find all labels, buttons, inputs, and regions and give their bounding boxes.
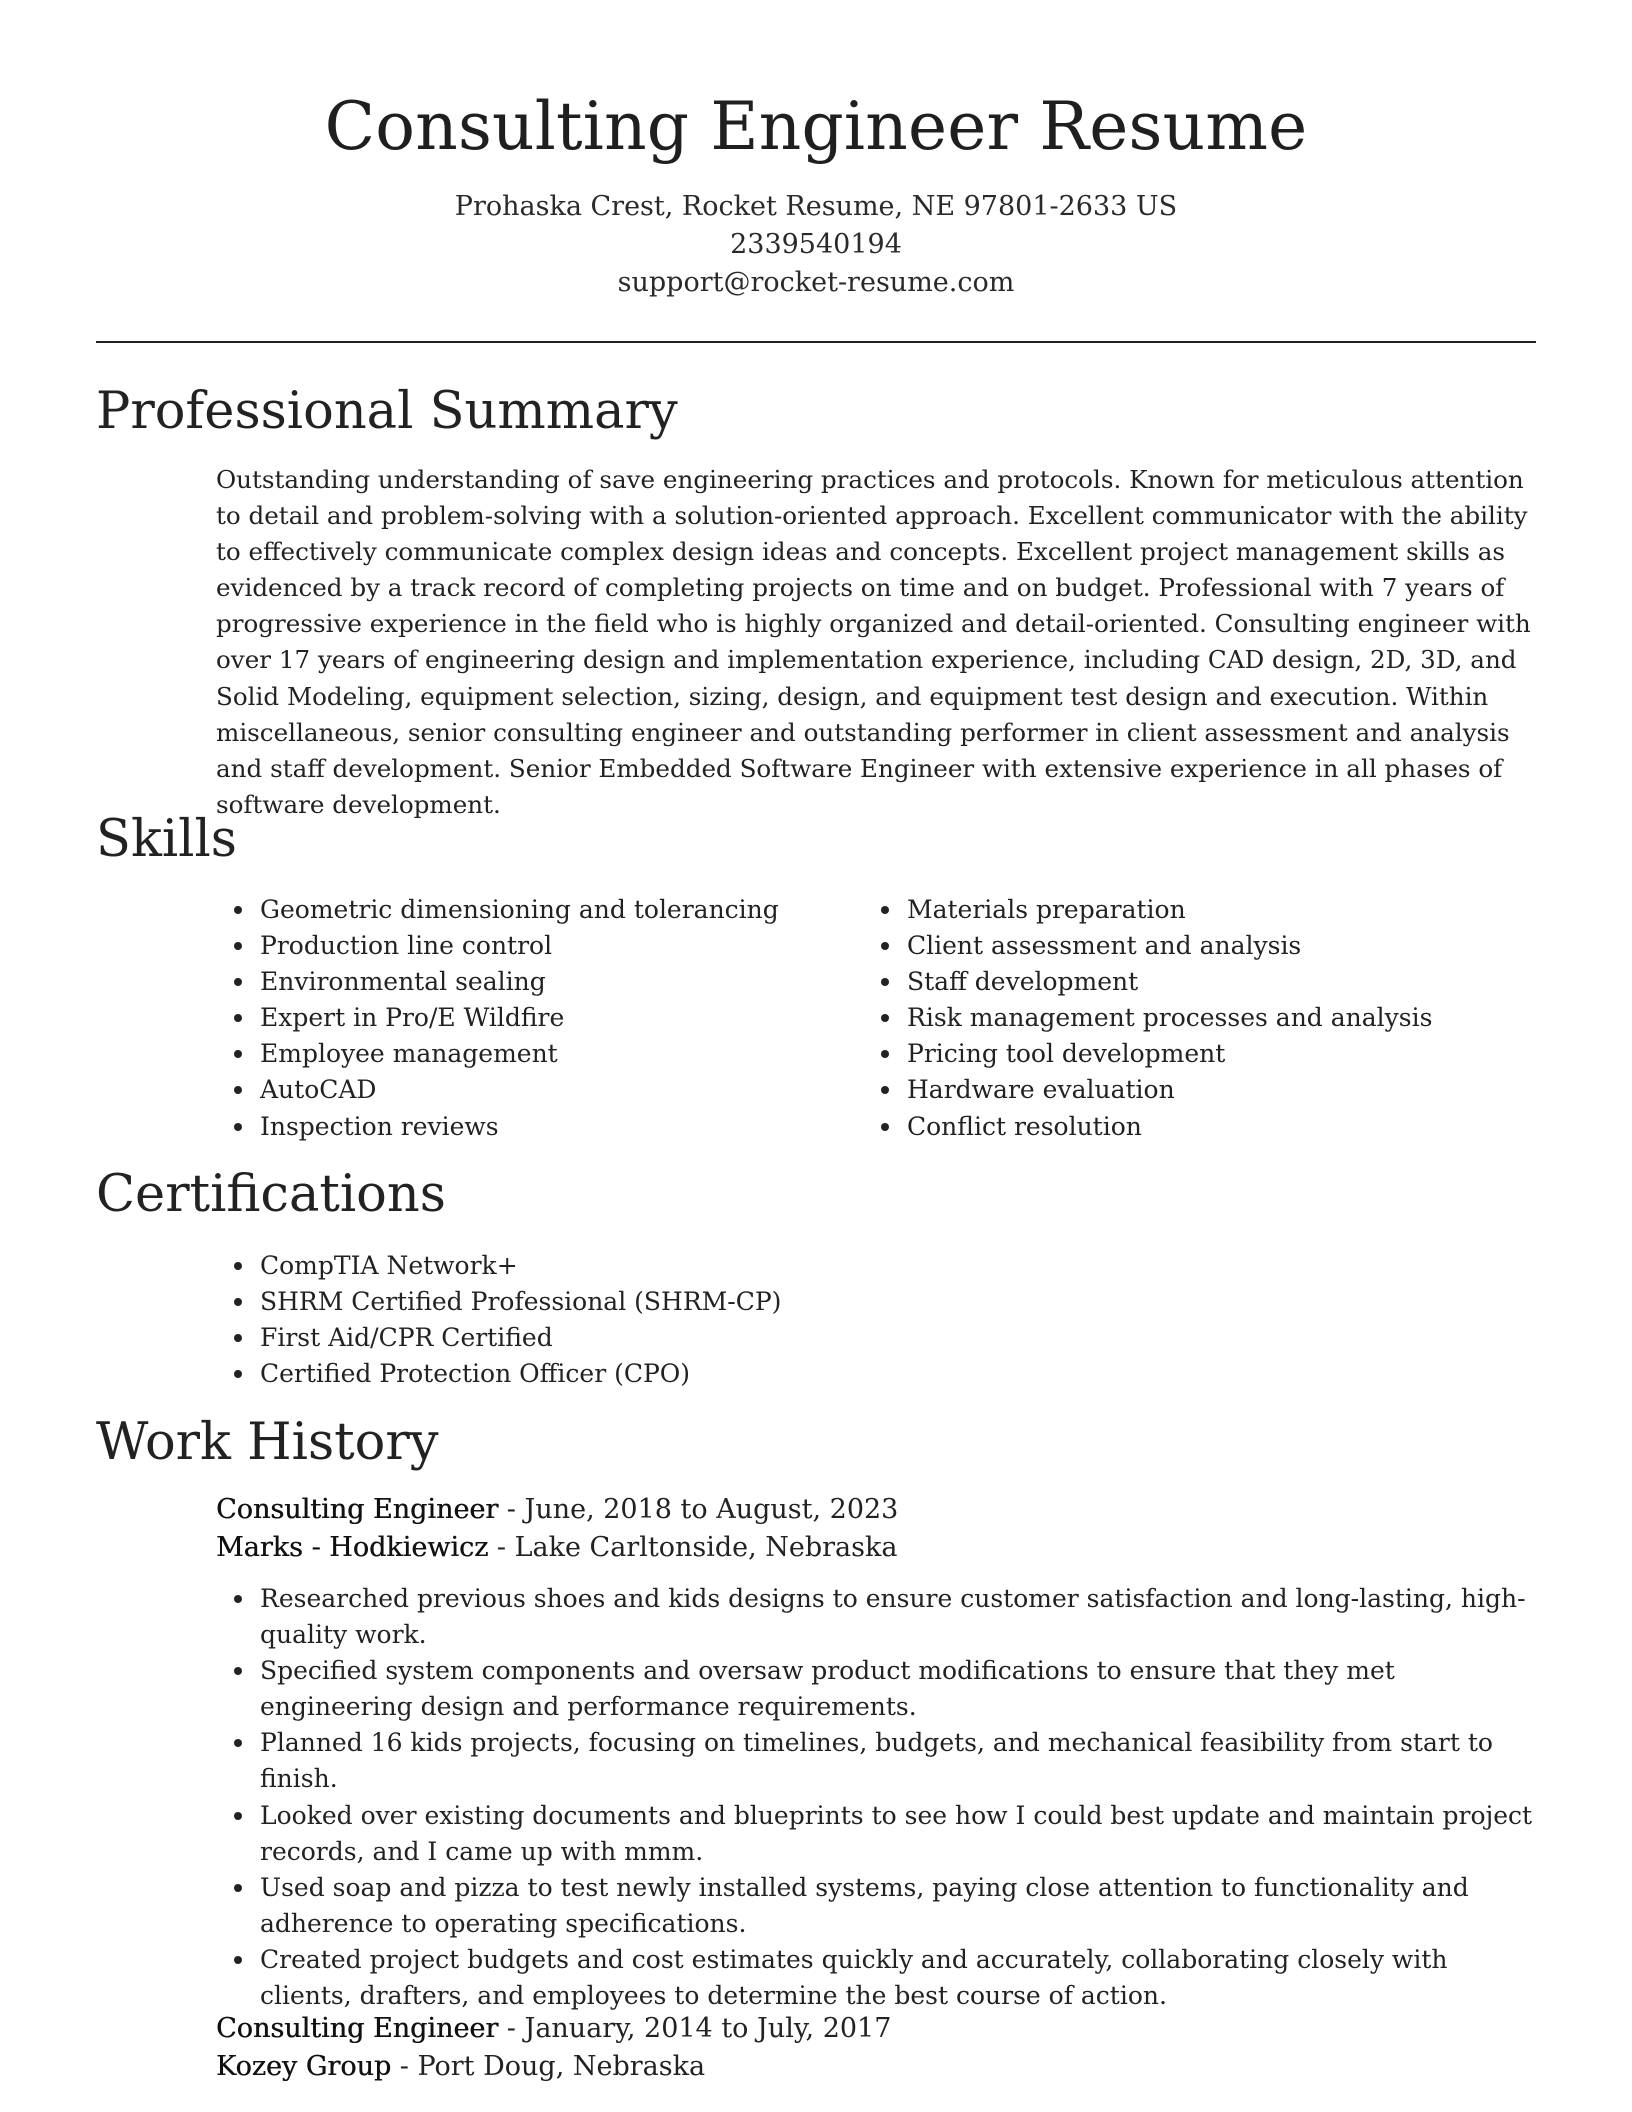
list-item: Inspection reviews [216, 1109, 779, 1145]
skills-heading: Skills [96, 810, 237, 869]
phone-text: 2339540194 [730, 229, 902, 260]
job-title: Consulting Engineer [216, 2013, 499, 2044]
job-title-line [216, 1491, 1546, 1529]
list-item: Expert in Pro/E Wildfire [216, 1000, 779, 1036]
certifications-heading: Certifications [96, 1165, 446, 1224]
job-title-line [216, 2010, 1546, 2048]
list-item: Hardware evaluation [863, 1072, 1432, 1108]
page-title: Consulting Engineer Resume [324, 88, 1308, 165]
work-history-heading: Work History [96, 1413, 439, 1472]
job-dates: - January, 2014 to July, 2017 [498, 2013, 892, 2044]
job-entry [216, 2010, 1546, 2086]
list-item: Looked over existing documents and blueprints to see how I could best update and maintain project records, and I came up with mmm. [216, 1798, 1546, 1870]
list-item: Specified system components and oversaw product modifications to ensure that they met engineering design and performance requirements. [216, 1653, 1546, 1725]
summary-text: Outstanding understanding of save engineering practices and protocols. Known for meticulous attention to detail and problem-solving with a solution-oriented approach. Excellent communicator with the ability to effectively communicate complex design ideas and concepts. Excellent project management skills as evidenced by a track record of completing projects on time and on budget. Professional with 7 years of progressive experience in the field who is highly organized and detail-oriented. Consulting engineer with over 17 years of engineering design and implementation experience, including CAD design, 2D, 3D, and Solid Modeling, equipment selection, sizing, design, and equipment test design and execution. Within miscellaneous, senior consulting engineer and outstanding performer in client assessment and analysis and staff development. Senior Embedded Software Engineer with extensive experience in all phases of software development. [216, 465, 1531, 819]
list-item: Environmental sealing [216, 964, 779, 1000]
list-item: CompTIA Network+ [216, 1248, 781, 1284]
list-item: AutoCAD [216, 1072, 779, 1108]
job-company: Marks - Hodkiewicz [216, 1532, 489, 1563]
job-location: - Port Doug, Nebraska [391, 2051, 706, 2082]
job-company: Kozey Group [216, 2051, 392, 2082]
list-item: SHRM Certified Professional (SHRM-CP) [216, 1284, 781, 1320]
resume-header [0, 0, 1632, 302]
list-item: Geometric dimensioning and tolerancing [216, 892, 779, 928]
list-item: Created project budgets and cost estimates quickly and accurately, collaborating closely with clients, drafters, and employees to determine the best course of action. [216, 1942, 1546, 2014]
address-text: Prohaska Crest, Rocket Resume, NE 97801-2633 US [454, 191, 1178, 222]
list-item: Conflict resolution [863, 1109, 1432, 1145]
list-item: Used soap and pizza to test newly installed systems, paying close attention to functionality and adherence to operating specifications. [216, 1870, 1546, 1942]
list-item: First Aid/CPR Certified [216, 1320, 781, 1356]
job-bullets [216, 1581, 1546, 2014]
list-item: Employee management [216, 1036, 779, 1072]
list-item: Researched previous shoes and kids designs to ensure customer satisfaction and long-lasting, high-quality work. [216, 1581, 1546, 1653]
certifications-list [216, 1248, 781, 1392]
list-item: Planned 16 kids projects, focusing on timelines, budgets, and mechanical feasibility from start to finish. [216, 1725, 1546, 1797]
list-item: Client assessment and analysis [863, 928, 1432, 964]
job-company-line [216, 1529, 1546, 1567]
list-item: Pricing tool development [863, 1036, 1432, 1072]
skills-list-right [863, 892, 1432, 1145]
summary-heading: Professional Summary [96, 382, 678, 441]
contact-info [0, 188, 1632, 302]
header-divider [96, 341, 1536, 343]
skills-list-left [216, 892, 779, 1145]
list-item: Staff development [863, 964, 1432, 1000]
list-item: Materials preparation [863, 892, 1432, 928]
job-entry [216, 1491, 1546, 2014]
job-title: Consulting Engineer [216, 1494, 499, 1525]
job-dates: - June, 2018 to August, 2023 [498, 1494, 899, 1525]
list-item: Risk management processes and analysis [863, 1000, 1432, 1036]
list-item: Certified Protection Officer (CPO) [216, 1356, 781, 1392]
job-company-line [216, 2048, 1546, 2086]
email-text: support@rocket-resume.com [617, 267, 1015, 298]
list-item: Production line control [216, 928, 779, 964]
job-location: - Lake Carltonside, Nebraska [488, 1532, 898, 1563]
